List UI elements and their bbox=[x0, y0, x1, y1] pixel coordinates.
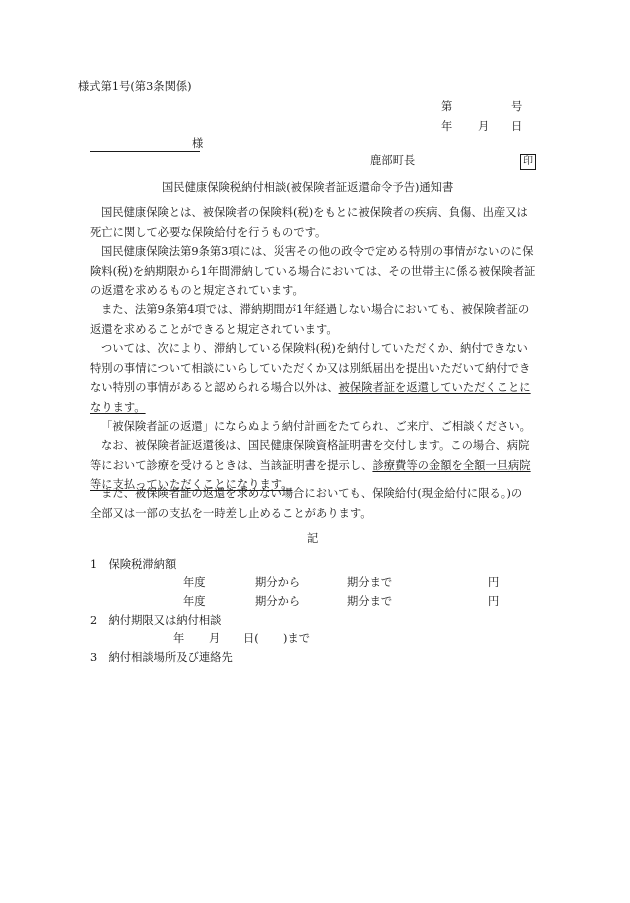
addressee-suffix: 様 bbox=[192, 137, 204, 150]
arrears-row-1-to: 期分まで bbox=[347, 576, 393, 589]
seal-stamp-box: 印 bbox=[520, 154, 536, 170]
arrears-row-1-yen: 円 bbox=[488, 576, 500, 589]
paragraph-1 bbox=[90, 206, 538, 245]
underlined-warning: 被保険者証を返還していただくことに bbox=[338, 381, 531, 394]
date-year: 年 bbox=[441, 120, 453, 133]
section-1-heading: 1 保険税滞納額 bbox=[90, 558, 177, 571]
arrears-row-2-yen: 円 bbox=[488, 595, 500, 608]
document-title: 国民健康保険税納付相談(被保険者証返還命令予告)通知書 bbox=[162, 181, 454, 194]
arrears-row-2-year: 年度 bbox=[183, 595, 206, 608]
paragraph-5 bbox=[90, 420, 538, 440]
paragraph-line: ついては、次により、滞納している保険料(税)を納付していただくか、納付できない bbox=[101, 342, 528, 355]
paragraph-line: また、法第9条第4項では、滞納期間が1年経過しない場合においても、被保険者証の bbox=[101, 303, 530, 316]
arrears-row-1-year: 年度 bbox=[183, 576, 206, 589]
underlined-warning: なります。 bbox=[90, 400, 146, 414]
deadline-year: 年 bbox=[173, 632, 185, 645]
paragraph-line bbox=[90, 401, 538, 421]
deadline-until: )まで bbox=[283, 632, 311, 645]
paragraph-line: 国民健康保険法第9条第3項には、災害その他の政令で定める特別の事情がないのに保 bbox=[101, 245, 534, 258]
addressee-underline bbox=[90, 151, 200, 152]
deadline-month: 月 bbox=[209, 632, 221, 645]
sender-name: 鹿部町長 bbox=[370, 154, 416, 167]
paragraph-line: の返還を求めるものと規定されています。 bbox=[90, 284, 304, 297]
number-suffix: 号 bbox=[511, 100, 523, 113]
paragraph-line bbox=[90, 459, 538, 479]
paragraph-line: 「被保険者証の返還」にならぬよう納付計画をたてられ、ご来庁、ご相談ください。 bbox=[101, 420, 531, 433]
paragraph-7 bbox=[90, 487, 538, 526]
paragraph-line: なお、被保険者証返還後は、国民健康保険資格証明書を交付します。この場合、病院 bbox=[101, 439, 530, 452]
paragraph-line: 返還を求めることができると規定されています。 bbox=[90, 322, 338, 336]
arrears-row-1-from: 期分から bbox=[255, 576, 301, 589]
section-2-heading: 2 納付期限又は納付相談 bbox=[90, 614, 222, 627]
paragraph-text: 等において診療を受けるときは、当該証明書を提示し、 bbox=[90, 458, 373, 472]
paragraph-line: 特別の事情について相談にいらしていただくか又は別紙届出を提出いただいて納付でき bbox=[90, 361, 531, 375]
paragraph-line: 全部又は一部の支払を一時差し止めることがあります。 bbox=[90, 506, 372, 520]
paragraph-text: ない特別の事情があると認められる場合以外は、 bbox=[90, 381, 339, 394]
form-label: 様式第1号(第3条関係) bbox=[78, 80, 192, 93]
paragraph-line bbox=[90, 381, 538, 401]
paragraph-4 bbox=[90, 342, 538, 420]
paragraph-line: また、被保険者証の返還を求めない場合においても、保険給付(現金給付に限る。)の bbox=[101, 487, 523, 500]
arrears-row-2-to: 期分まで bbox=[347, 595, 393, 608]
paragraph-2 bbox=[90, 245, 538, 304]
paragraph-line: 険料(税)を納期限から1年間滞納している場合においては、その世帯主に係る被保険者証 bbox=[90, 264, 536, 278]
arrears-row-2-from: 期分から bbox=[255, 595, 301, 608]
number-prefix: 第 bbox=[441, 100, 453, 113]
paragraph-line: 国民健康保険とは、被保険者の保険料(税)をもとに被保険者の疾病、負傷、出産又は bbox=[101, 206, 528, 219]
underlined-warning: 等に支払っていただくことになります。 bbox=[90, 478, 293, 491]
paragraph-line: 死亡に関して必要な保険給付を行うものです。 bbox=[90, 225, 327, 239]
section-3-heading: 3 納付相談場所及び連絡先 bbox=[90, 651, 233, 664]
deadline-day: 日( bbox=[243, 632, 259, 645]
date-month: 月 bbox=[478, 120, 490, 133]
paragraph-3 bbox=[90, 303, 538, 342]
underlined-warning: 診療費等の金額を全額一旦病院 bbox=[372, 458, 531, 472]
ki-heading: 記 bbox=[307, 532, 319, 545]
date-day: 日 bbox=[511, 120, 523, 133]
